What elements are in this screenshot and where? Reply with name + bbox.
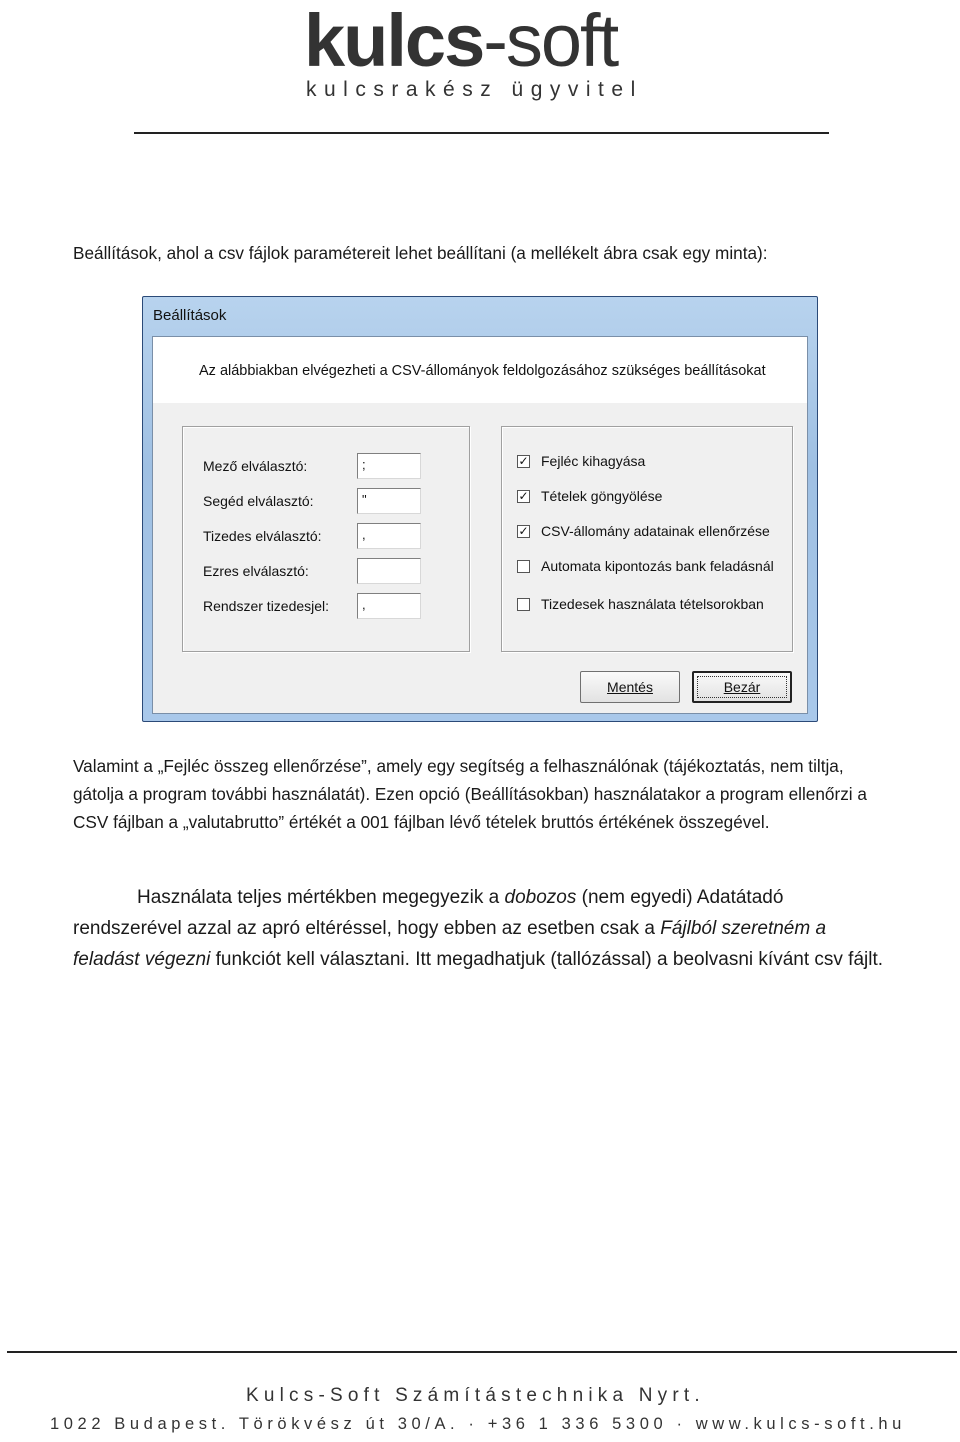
field-label: Segéd elválasztó: xyxy=(203,493,314,509)
checkbox-icon[interactable]: ✓ xyxy=(518,524,529,538)
checkbox-icon[interactable]: ✓ xyxy=(518,454,529,468)
settings-dialog xyxy=(142,296,818,722)
valamint-paragraph: Valamint a „Fejléc összeg ellenőrzése”, amely egy segítség a felhasználónak (tájékoztatás, nem tiltja, gátolja a program további használatát). Ezen opció (Beállításokban) használatakor a program ellenőrzi a CSV fájlban a „valutabrutto” értékét a 001 fájlban lévő tételek bruttós értékének összegével. xyxy=(73,756,867,832)
option-tizedesek[interactable] xyxy=(517,596,789,614)
footer-company: Kulcs-Soft Számítástechnika Nyrt. xyxy=(246,1385,705,1406)
banner-text: Az alábbiakban elvégezheti a CSV-állományok feldolgozásához szükséges beállításokat xyxy=(199,363,766,379)
checkbox-icon[interactable]: ✓ xyxy=(518,489,529,503)
separator-fields-group xyxy=(182,426,470,652)
option-label: Tételek göngyölése xyxy=(541,488,663,504)
checkbox-icon[interactable] xyxy=(517,560,530,573)
dialog-client-area xyxy=(152,336,808,714)
emphasis-dobozos: dobozos xyxy=(504,887,577,908)
field-separator-input[interactable]: ; xyxy=(357,453,421,479)
field-row-tizedes xyxy=(203,523,463,549)
dialog-banner xyxy=(153,337,807,403)
field-label: Tizedes elválasztó: xyxy=(203,528,322,544)
emphasis-fajlbol: Fájlból szeretném a feladást végezni xyxy=(73,918,827,970)
field-row-rendszer xyxy=(203,593,463,619)
intro-paragraph: Beállítások, ahol a csv fájlok paramétereit lehet beállítani (a mellékelt ábra csak egy minta): xyxy=(73,243,768,263)
option-ellenorzes[interactable] xyxy=(517,523,789,541)
field-label: Ezres elválasztó: xyxy=(203,563,309,579)
logo-tagline: kulcsrakész ügyvitel xyxy=(306,78,643,101)
close-button[interactable]: Bezár xyxy=(692,671,792,703)
option-label: Fejléc kihagyása xyxy=(541,453,646,469)
field-label: Rendszer tizedesjel: xyxy=(203,598,330,614)
option-gongyoles[interactable] xyxy=(517,488,789,506)
thousands-separator-input[interactable] xyxy=(357,558,421,584)
field-row-ezres xyxy=(203,558,463,584)
decimal-separator-input[interactable]: , xyxy=(357,523,421,549)
field-row-seged xyxy=(203,488,463,514)
option-label: Tizedesek használata tételsorokban xyxy=(541,596,764,612)
save-button[interactable]: Mentés xyxy=(580,671,680,703)
field-label: Mező elválasztó: xyxy=(203,458,308,474)
checkbox-icon[interactable] xyxy=(517,598,530,611)
option-kipontozas[interactable] xyxy=(517,558,789,576)
company-logo xyxy=(304,2,644,106)
footer-contact: 1022 Budapest. Törökvész út 30/A. · +36 1 336 5300 · www.kulcs-soft.hu xyxy=(50,1415,906,1433)
header-divider xyxy=(134,132,829,134)
focus-rect xyxy=(697,676,787,698)
option-fejlec[interactable] xyxy=(517,453,789,471)
field-row-mezo xyxy=(203,453,463,479)
system-decimal-input[interactable]: , xyxy=(357,593,421,619)
helper-separator-input[interactable]: " xyxy=(357,488,421,514)
logo-wordmark: kulcs-soft xyxy=(304,0,618,82)
options-group xyxy=(501,426,793,652)
hasznalata-paragraph: Használata teljes mértékben megegyezik a dobozos (nem egyedi) Adatátadó rendszerével azzal az apró eltéréssel, hogy ebben az esetben csak a Fájlból szeretném a feladást végezni funkciót kell választani. Itt megadhatjuk (tallózással) a beolvasni kívánt csv fájlt. xyxy=(73,887,884,970)
option-label: Automata kipontozás bank feladásnál xyxy=(541,558,774,574)
footer-divider xyxy=(7,1351,957,1353)
option-label: CSV-állomány adatainak ellenőrzése xyxy=(541,523,770,539)
dialog-title: Beállítások xyxy=(153,307,227,324)
